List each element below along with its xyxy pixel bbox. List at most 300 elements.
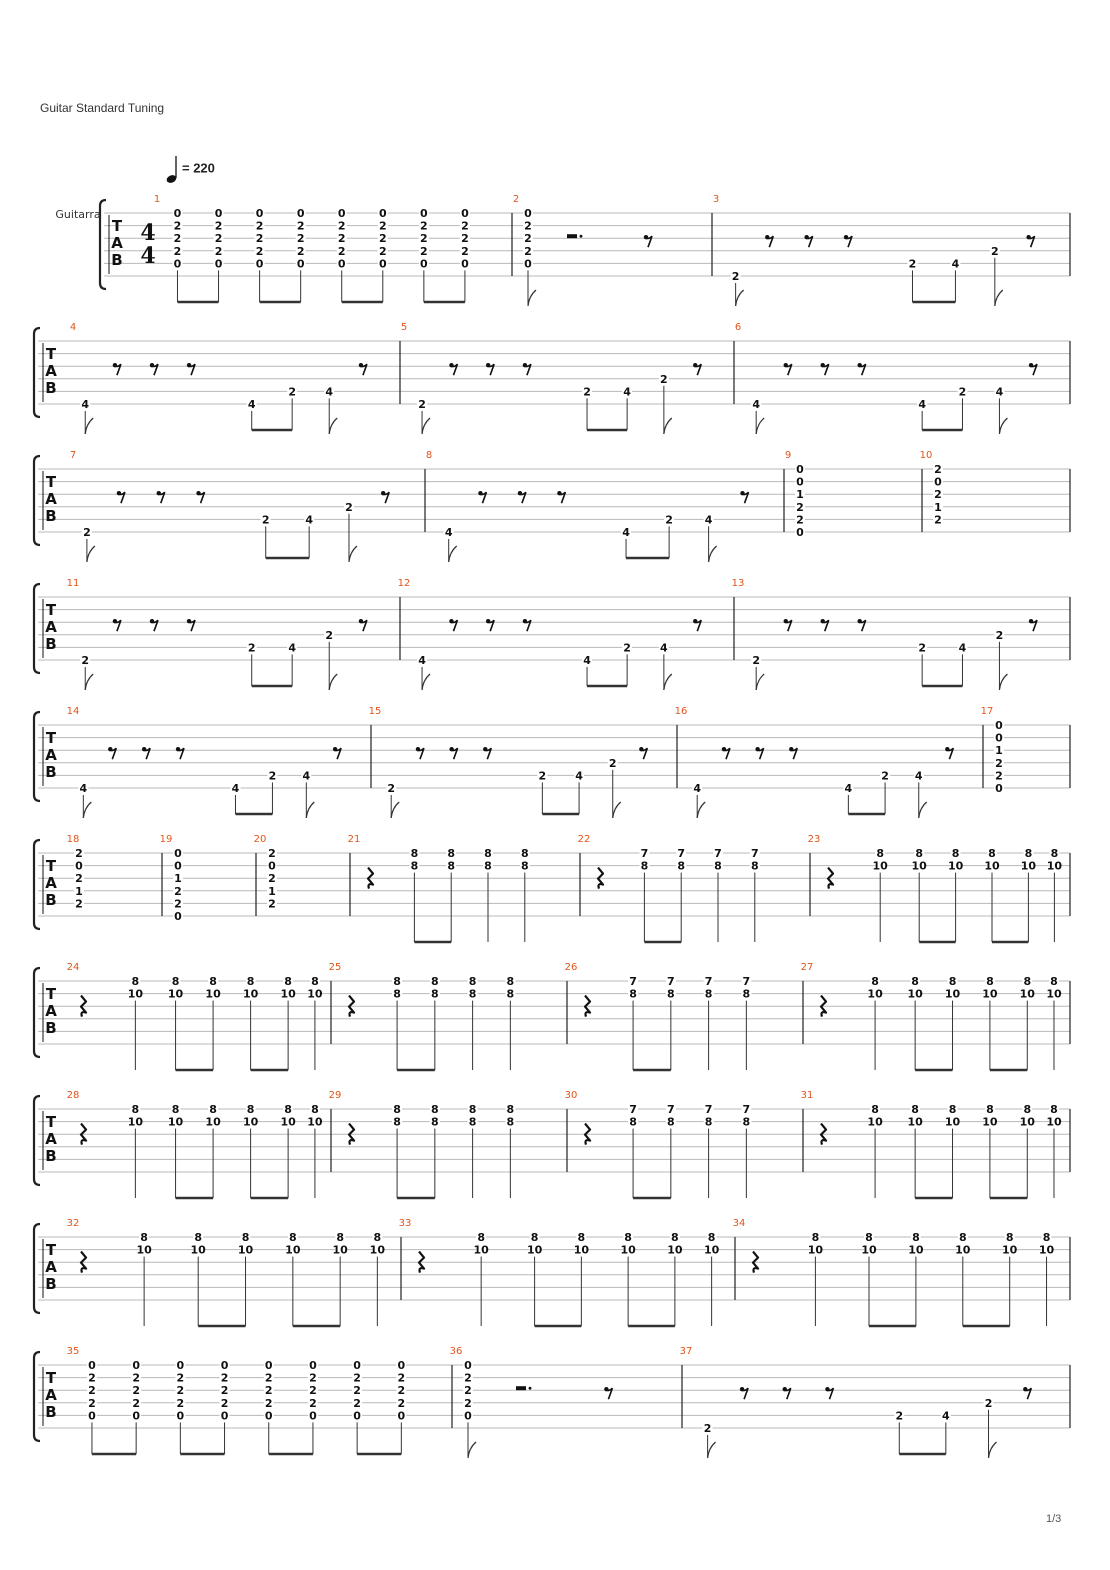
fret-number: 2 (995, 628, 1004, 642)
fret-number: 0 (132, 1359, 140, 1372)
fret-number: 8 (477, 1231, 485, 1244)
eighth-rest-icon (196, 491, 200, 495)
measure-number: 32 (66, 1218, 80, 1229)
note-flag (422, 418, 430, 434)
fret-number: 8 (506, 975, 515, 988)
note-flag (349, 546, 357, 562)
eighth-rest-icon (1029, 619, 1033, 623)
note-flag (87, 546, 95, 562)
fret-number: 8 (577, 1231, 586, 1244)
fret-number: 2 (309, 1371, 317, 1385)
fret-number: 0 (934, 475, 942, 489)
fret-number: 4 (418, 654, 426, 667)
fret-number: 8 (447, 859, 456, 873)
note-flag (756, 674, 764, 690)
half-rest-icon (580, 235, 583, 238)
note-flag (664, 418, 672, 434)
eighth-rest-icon (150, 363, 154, 367)
fret-number: 8 (311, 975, 319, 988)
fret-number: 0 (176, 1409, 185, 1423)
eighth-rest-icon (359, 619, 363, 623)
fret-number: 10 (944, 987, 961, 1001)
measure-12 (398, 578, 734, 690)
fret-number: 2 (88, 1396, 96, 1410)
tab-clef-letter: B (45, 1403, 57, 1421)
measure-10 (920, 450, 943, 526)
measure-number: 33 (398, 1218, 412, 1229)
measure-number: 30 (564, 1090, 578, 1101)
fret-number: 2 (174, 884, 182, 898)
fret-number: 8 (393, 1103, 401, 1116)
fret-number: 0 (132, 1409, 140, 1423)
fret-number: 0 (264, 1409, 273, 1423)
fret-number: 2 (309, 1384, 317, 1398)
fret-number: 8 (624, 1231, 632, 1244)
fret-number: 0 (378, 207, 387, 220)
fret-number: 10 (1019, 987, 1035, 1001)
measure-number: 31 (800, 1090, 814, 1101)
fret-number: 2 (934, 513, 942, 527)
measure-number: 13 (731, 578, 745, 589)
fret-number: 0 (464, 1359, 472, 1372)
measure-number: 9 (784, 450, 792, 461)
fret-number: 4 (325, 385, 334, 399)
eighth-rest-icon (176, 747, 180, 751)
fret-number: 0 (88, 1409, 96, 1423)
fret-number: 2 (387, 782, 396, 795)
fret-number: 2 (214, 244, 223, 258)
fret-number: 7 (629, 975, 637, 988)
fret-number: 2 (268, 872, 276, 886)
fret-number: 0 (174, 859, 182, 873)
fret-number: 8 (1042, 1231, 1051, 1244)
fret-number: 0 (176, 1359, 185, 1372)
fret-number: 2 (665, 513, 673, 527)
fret-number: 10 (127, 987, 144, 1001)
fret-number: 4 (995, 385, 1004, 399)
measure-23 (808, 834, 1063, 942)
fret-number: 8 (241, 1231, 250, 1244)
note-flag (391, 802, 399, 818)
fret-number: 0 (995, 731, 1003, 745)
fret-number: 4 (81, 398, 90, 411)
tab-clef-letter: A (45, 362, 57, 380)
fret-number: 0 (353, 1409, 361, 1423)
eighth-rest-icon (783, 1387, 787, 1391)
measure-number: 8 (425, 450, 433, 461)
fret-number: 10 (1019, 1115, 1035, 1129)
fret-number: 10 (703, 1243, 720, 1257)
measure-22 (578, 834, 810, 942)
tab-clef-letter: T (111, 217, 123, 235)
fret-number: 2 (255, 219, 264, 233)
measure-27 (801, 962, 1062, 1070)
eighth-rest-icon (486, 619, 490, 623)
fret-number: 2 (464, 1384, 472, 1398)
fret-number: 8 (915, 847, 924, 860)
fret-number: 2 (703, 1422, 712, 1435)
tab-clef-letter: A (111, 234, 123, 252)
measure-33 (399, 1218, 735, 1326)
fret-number: 10 (1020, 859, 1037, 873)
fret-number: 8 (131, 1103, 140, 1116)
fret-number: 2 (397, 1384, 406, 1398)
measure-number: 35 (66, 1346, 80, 1357)
fret-number: 0 (337, 257, 346, 271)
fret-number: 10 (1002, 1243, 1018, 1257)
fret-number: 2 (337, 244, 346, 258)
fret-number: 8 (742, 1115, 751, 1129)
measure-number: 36 (449, 1346, 463, 1357)
fret-number: 2 (296, 244, 305, 258)
fret-number: 8 (484, 859, 492, 873)
measure-11 (67, 578, 400, 690)
fret-number: 10 (127, 1115, 144, 1129)
fret-number: 0 (464, 1409, 472, 1423)
fret-number: 10 (369, 1243, 385, 1257)
note-flag (83, 802, 91, 818)
eighth-rest-icon (755, 747, 759, 751)
fret-number: 0 (524, 207, 532, 220)
fret-number: 10 (136, 1243, 152, 1257)
tab-clef-letter: A (45, 746, 57, 764)
fret-number: 8 (506, 987, 515, 1001)
measure-8 (426, 450, 784, 562)
fret-number: 8 (871, 975, 879, 988)
fret-number: 2 (995, 756, 1003, 770)
fret-number: 0 (995, 719, 1003, 732)
fret-number: 2 (524, 244, 532, 258)
fret-number: 7 (704, 1103, 713, 1116)
fret-number: 2 (264, 1384, 273, 1398)
half-rest-icon (567, 234, 577, 238)
tab-clef-letter: T (45, 729, 57, 747)
fret-number: 8 (311, 1103, 319, 1116)
eighth-rest-icon (945, 747, 949, 751)
fret-number: 8 (677, 859, 686, 873)
note-flag (85, 674, 93, 690)
fret-number: 2 (176, 1396, 185, 1410)
fret-number: 4 (575, 769, 583, 783)
fret-number: 2 (345, 500, 353, 514)
fret-number: 8 (911, 1103, 919, 1116)
fret-number: 8 (468, 1115, 477, 1129)
fret-number: 2 (461, 244, 469, 258)
fret-number: 10 (573, 1243, 590, 1257)
fret-number: 10 (911, 859, 927, 873)
fret-number: 2 (176, 1371, 185, 1385)
tab-clef-letter: B (45, 1275, 57, 1293)
eighth-rest-icon (449, 747, 453, 751)
fret-number: 8 (629, 987, 637, 1001)
fret-number: 8 (951, 847, 960, 860)
fret-number: 0 (88, 1359, 96, 1372)
fret-number: 2 (255, 232, 264, 246)
fret-number: 0 (309, 1359, 317, 1372)
eighth-rest-icon (644, 235, 648, 239)
fret-number: 1 (934, 500, 942, 514)
fret-number: 2 (173, 232, 182, 246)
measure-number: 26 (564, 962, 578, 973)
fret-number: 8 (988, 847, 996, 860)
tab-clef-letter: B (45, 507, 57, 525)
eighth-rest-icon (722, 747, 726, 751)
fret-number: 10 (242, 1115, 259, 1129)
fret-number: 2 (353, 1384, 361, 1398)
fret-number: 4 (693, 782, 702, 795)
fret-number: 2 (461, 219, 469, 233)
tab-clef-letter: B (45, 635, 57, 653)
fret-number: 4 (623, 385, 631, 399)
measure-37 (680, 1346, 1032, 1458)
fret-number: 2 (337, 219, 346, 233)
note-flag (422, 674, 430, 690)
fret-number: 2 (214, 232, 223, 246)
measure-1 (154, 194, 512, 302)
fret-number: 2 (660, 372, 668, 386)
fret-number: 10 (1046, 987, 1062, 1001)
fret-number: 8 (431, 1115, 439, 1129)
eighth-rest-icon (789, 747, 793, 751)
fret-number: 2 (309, 1396, 317, 1410)
fret-number: 8 (209, 1103, 217, 1116)
note-flag (449, 546, 457, 562)
fret-number: 8 (986, 975, 994, 988)
measure-6 (735, 322, 1037, 434)
tab-clef-letter: B (45, 891, 57, 909)
fret-number: 2 (796, 513, 804, 527)
staff-system (34, 1090, 1070, 1198)
fret-number: 2 (881, 769, 889, 783)
note-flag (85, 418, 93, 434)
fret-number: 4 (942, 1409, 950, 1423)
fret-number: 8 (958, 1231, 967, 1244)
fret-number: 4 (305, 513, 313, 527)
fret-number: 10 (307, 987, 323, 1001)
staff-system (34, 834, 1070, 942)
measure-number: 6 (734, 322, 742, 333)
staff-system (34, 706, 1070, 818)
eighth-rest-icon (483, 747, 487, 751)
fret-number: 7 (667, 1103, 675, 1116)
fret-number: 8 (948, 1103, 957, 1116)
fret-number: 10 (205, 987, 221, 1001)
fret-number: 2 (995, 769, 1003, 783)
fret-number: 10 (167, 1115, 184, 1129)
eighth-rest-icon (1026, 235, 1030, 239)
tab-clef-letter: B (45, 1019, 57, 1037)
fret-number: 8 (171, 975, 180, 988)
fret-number: 0 (296, 257, 305, 271)
eighth-rest-icon (784, 363, 788, 367)
fret-number: 8 (876, 847, 885, 860)
fret-number: 0 (796, 475, 804, 489)
fret-number: 8 (484, 847, 492, 860)
fret-number: 10 (307, 1115, 323, 1129)
fret-number: 1 (75, 884, 83, 898)
fret-number: 4 (958, 641, 967, 655)
note-flag (708, 1442, 716, 1458)
fret-number: 10 (982, 987, 998, 1001)
fret-number: 10 (285, 1243, 301, 1257)
measure-number: 11 (66, 578, 80, 589)
eighth-rest-icon (857, 363, 861, 367)
fret-number: 10 (167, 987, 184, 1001)
measure-3 (713, 194, 1035, 306)
fret-number: 8 (865, 1231, 873, 1244)
fret-number: 10 (907, 1115, 923, 1129)
fret-number: 8 (742, 987, 751, 1001)
fret-number: 2 (464, 1371, 472, 1385)
fret-number: 1 (174, 872, 182, 886)
fret-number: 10 (473, 1243, 489, 1257)
fret-number: 2 (75, 872, 83, 886)
fret-number: 8 (393, 975, 401, 988)
fret-number: 2 (958, 385, 967, 399)
tab-clef-letter: A (45, 1130, 57, 1148)
note-flag (613, 802, 621, 818)
eighth-rest-icon (359, 363, 363, 367)
fret-number: 8 (171, 1103, 180, 1116)
eighth-rest-icon (1023, 1387, 1027, 1391)
fret-number: 2 (524, 232, 532, 246)
eighth-rest-icon (784, 619, 788, 623)
fret-number: 2 (132, 1371, 140, 1385)
tuning-label: Guitar Standard Tuning (40, 101, 165, 115)
tab-clef-letter: A (45, 1258, 57, 1276)
fret-number: 10 (242, 987, 259, 1001)
eighth-rest-icon (416, 747, 420, 751)
measure-number: 28 (66, 1090, 80, 1101)
fret-number: 4 (247, 398, 256, 411)
fret-number: 8 (194, 1231, 203, 1244)
fret-number: 2 (325, 628, 334, 642)
note-flag (697, 802, 705, 818)
fret-number: 2 (378, 244, 387, 258)
fret-number: 10 (984, 859, 1000, 873)
fret-number: 0 (174, 847, 182, 860)
eighth-rest-icon (187, 363, 191, 367)
fret-number: 2 (220, 1384, 229, 1398)
fret-number: 4 (231, 782, 240, 795)
fret-number: 4 (583, 654, 591, 667)
note-flag (999, 674, 1007, 690)
fret-number: 8 (707, 1231, 716, 1244)
half-rest-icon (529, 1387, 532, 1390)
eighth-rest-icon (150, 619, 154, 623)
tab-clef-letter: A (45, 1386, 57, 1404)
eighth-rest-icon (449, 619, 453, 623)
fret-number: 0 (255, 257, 264, 271)
fret-number: 8 (131, 975, 140, 988)
fret-number: 2 (378, 219, 387, 233)
fret-number: 10 (867, 987, 883, 1001)
tab-clef-letter: T (45, 1369, 57, 1387)
eighth-rest-icon (381, 491, 385, 495)
fret-number: 8 (289, 1231, 297, 1244)
measure-number: 23 (807, 834, 821, 845)
note-flag (736, 290, 744, 306)
fret-number: 10 (237, 1243, 254, 1257)
staff-system (34, 1218, 1070, 1326)
measure-2 (513, 194, 712, 306)
measure-29 (329, 1090, 567, 1198)
fret-number: 8 (1005, 1231, 1014, 1244)
measure-number: 19 (159, 834, 173, 845)
fret-number: 0 (524, 257, 532, 271)
measure-number: 16 (674, 706, 688, 717)
eighth-rest-icon (740, 491, 744, 495)
tab-clef-letter: A (45, 874, 57, 892)
measure-26 (565, 962, 803, 1070)
eighth-rest-icon (693, 619, 697, 623)
fret-number: 2 (176, 1384, 185, 1398)
fret-number: 2 (296, 232, 305, 246)
staff-system (55, 194, 1070, 306)
fret-number: 2 (268, 897, 276, 911)
fret-number: 10 (205, 1115, 221, 1129)
instrument-label: Guitarra (55, 208, 101, 221)
fret-number: 8 (393, 1115, 401, 1129)
fret-number: 8 (667, 987, 675, 1001)
fret-number: 10 (907, 987, 923, 1001)
measure-number: 4 (69, 322, 77, 333)
fret-number: 2 (132, 1396, 140, 1410)
eighth-rest-icon (857, 619, 861, 623)
measure-35 (67, 1346, 452, 1454)
fret-number: 8 (811, 1231, 820, 1244)
measure-number: 24 (66, 962, 80, 973)
measure-number: 15 (368, 706, 382, 717)
fret-number: 8 (530, 1231, 539, 1244)
fret-number: 10 (1046, 859, 1063, 873)
measure-number: 37 (679, 1346, 693, 1357)
fret-number: 10 (1038, 1243, 1055, 1257)
fret-number: 8 (986, 1103, 994, 1116)
fret-number: 10 (872, 859, 888, 873)
fret-number: 10 (947, 859, 964, 873)
fret-number: 8 (140, 1231, 148, 1244)
eighth-rest-icon (765, 235, 769, 239)
measure-number: 25 (328, 962, 342, 973)
fret-number: 4 (844, 782, 853, 795)
eighth-rest-icon (187, 619, 191, 623)
fret-number: 2 (288, 385, 296, 399)
measure-14 (67, 706, 371, 818)
fret-number: 8 (1050, 847, 1059, 860)
fret-number: 10 (667, 1243, 683, 1257)
measure-24 (67, 962, 331, 1070)
fret-number: 8 (468, 987, 477, 1001)
measure-21 (348, 834, 580, 942)
fret-number: 0 (796, 463, 804, 476)
fret-number: 2 (296, 219, 305, 233)
tab-clef-letter: T (45, 473, 57, 491)
fret-number: 2 (918, 641, 926, 655)
fret-number: 8 (714, 859, 722, 873)
measure-number: 14 (66, 706, 80, 717)
fret-number: 10 (944, 1115, 961, 1129)
fret-number: 0 (220, 1359, 229, 1372)
eighth-rest-icon (604, 1387, 608, 1391)
fret-number: 2 (264, 1396, 273, 1410)
fret-number: 10 (861, 1243, 877, 1257)
fret-number: 0 (268, 859, 276, 873)
fret-number: 8 (667, 1115, 675, 1129)
fret-number: 2 (132, 1384, 140, 1398)
fret-number: 8 (1024, 847, 1033, 860)
eighth-rest-icon (740, 1387, 744, 1391)
